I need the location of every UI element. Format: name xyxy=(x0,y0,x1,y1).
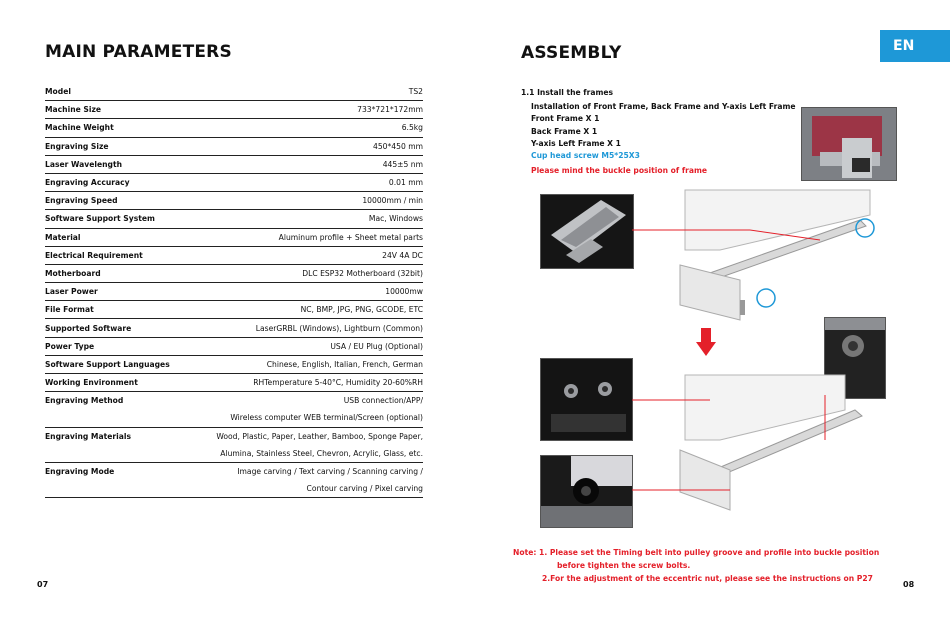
parameter-row xyxy=(45,119,423,137)
parameter-key: Model xyxy=(45,87,71,97)
pulley-closeup-photo xyxy=(540,455,633,528)
pulley-closeup-illustration xyxy=(541,456,632,527)
step-title: 1.1 Install the frames xyxy=(521,88,614,97)
parameters-table xyxy=(45,83,423,498)
parameter-value: DLC ESP32 Motherboard (32bit) xyxy=(302,268,423,278)
parameter-row xyxy=(45,247,423,265)
parameter-value: 445±5 nm xyxy=(382,159,423,169)
parameter-key: Supported Software xyxy=(45,323,132,333)
parameter-row xyxy=(45,338,423,356)
parameter-row xyxy=(45,301,423,319)
parameter-value: USB connection/APP/ xyxy=(343,396,423,406)
parameter-row xyxy=(45,480,423,498)
parameter-value: 450*450 mm xyxy=(373,141,423,151)
parameter-value: 10000mw xyxy=(385,287,423,297)
parameter-row xyxy=(45,156,423,174)
parameter-row xyxy=(45,445,423,463)
page-number-left: 07 xyxy=(37,580,49,589)
parameter-key: Motherboard xyxy=(45,268,101,278)
screw-line: Cup head screw M5*25X3 xyxy=(531,151,640,160)
parameter-value: Wireless computer WEB terminal/Screen (optional) xyxy=(230,413,423,423)
parameter-row xyxy=(45,83,423,101)
page-number-right: 08 xyxy=(903,580,915,589)
parameter-value: Aluminum profile + Sheet metal parts xyxy=(278,232,423,242)
parameter-value: NC, BMP, JPG, PNG, GCODE, ETC xyxy=(300,305,423,315)
page-title-assembly: ASSEMBLY xyxy=(521,43,622,63)
parameter-key: Engraving Mode xyxy=(45,467,115,477)
parameter-row xyxy=(45,192,423,210)
parameter-value: 24V 4A DC xyxy=(382,250,423,260)
profile-detail-photo xyxy=(540,194,634,269)
parameter-row xyxy=(45,392,423,409)
parameter-key: Software Support System xyxy=(45,214,155,224)
parameter-value: 10000mm / min xyxy=(362,196,423,206)
parameter-row xyxy=(45,428,423,445)
frame-corner-illustration xyxy=(802,108,896,180)
parameter-key: Engraving Size xyxy=(45,141,109,151)
parameter-row xyxy=(45,409,423,427)
parameter-value: RHTemperature 5-40°C, Humidity 20-60%RH xyxy=(253,378,423,388)
install-line: Installation of Front Frame, Back Frame and Y-axis Left Frame xyxy=(531,102,796,111)
parameter-value: USA / EU Plug (Optional) xyxy=(330,341,423,351)
parameter-row xyxy=(45,283,423,301)
parameter-key: Engraving Method xyxy=(45,396,124,406)
parameter-row xyxy=(45,101,423,119)
parameter-key: Machine Size xyxy=(45,105,102,115)
page-title-main-parameters: MAIN PARAMETERS xyxy=(45,42,232,62)
parameter-key: Engraving Speed xyxy=(45,196,118,206)
parameter-row xyxy=(45,319,423,337)
parameter-key: Material xyxy=(45,232,81,242)
parameter-value: LaserGRBL (Windows), Lightburn (Common) xyxy=(255,323,423,333)
parameter-key: Engraving Materials xyxy=(45,431,131,441)
parameter-row xyxy=(45,138,423,156)
note-line-1: Note: 1. Please set the Timing belt into pulley groove and profile into buckle position xyxy=(513,548,880,557)
bracket-closeup-illustration xyxy=(541,359,632,440)
parameter-key: File Format xyxy=(45,305,94,315)
parameter-row xyxy=(45,463,423,480)
parameter-row xyxy=(45,174,423,192)
language-tab: EN xyxy=(880,30,950,62)
parameter-key: Laser Power xyxy=(45,287,98,297)
note-line-3: 2.For the adjustment of the eccentric nut, please see the instructions on P27 xyxy=(542,574,873,583)
parameter-value: Chinese, English, Italian, French, German xyxy=(266,359,423,369)
parameter-value: Mac, Windows xyxy=(368,214,423,224)
parameter-key: Power Type xyxy=(45,341,95,351)
parameter-value: Contour carving / Pixel carving xyxy=(306,484,423,494)
parameter-row xyxy=(45,265,423,283)
parameter-key: Engraving Accuracy xyxy=(45,178,130,188)
parameter-key: Machine Weight xyxy=(45,123,114,133)
parameter-key: Laser Wavelength xyxy=(45,159,122,169)
parameter-value: 6.5kg xyxy=(401,123,423,133)
profile-detail-illustration xyxy=(541,195,633,268)
front-frame-line: Front Frame X 1 xyxy=(531,114,600,123)
parameter-row xyxy=(45,356,423,374)
back-frame-line: Back Frame X 1 xyxy=(531,127,598,136)
y-axis-frame-line: Y-axis Left Frame X 1 xyxy=(531,139,621,148)
parameter-key: Electrical Requirement xyxy=(45,250,143,260)
bracket-closeup-photo xyxy=(540,358,633,441)
parameter-value: Alumina, Stainless Steel, Chevron, Acrylic, Glass, etc. xyxy=(220,448,423,458)
parameter-row xyxy=(45,210,423,228)
assembly-diagram xyxy=(630,180,890,540)
note-line-2: before tighten the screw bolts. xyxy=(557,561,691,570)
parameter-value: Wood, Plastic, Paper, Leather, Bamboo, Sponge Paper, xyxy=(216,431,423,441)
parameter-value: Image carving / Text carving / Scanning carving / xyxy=(237,467,423,477)
frame-corner-photo xyxy=(801,107,897,181)
parameter-value: TS2 xyxy=(408,87,423,97)
parameter-value: 733*721*172mm xyxy=(357,105,423,115)
parameter-value: 0.01 mm xyxy=(388,178,423,188)
parameter-row xyxy=(45,229,423,247)
parameter-key: Working Environment xyxy=(45,378,138,388)
parameter-row xyxy=(45,374,423,392)
parameter-key: Software Support Languages xyxy=(45,359,170,369)
buckle-warning: Please mind the buckle position of frame xyxy=(531,166,708,175)
